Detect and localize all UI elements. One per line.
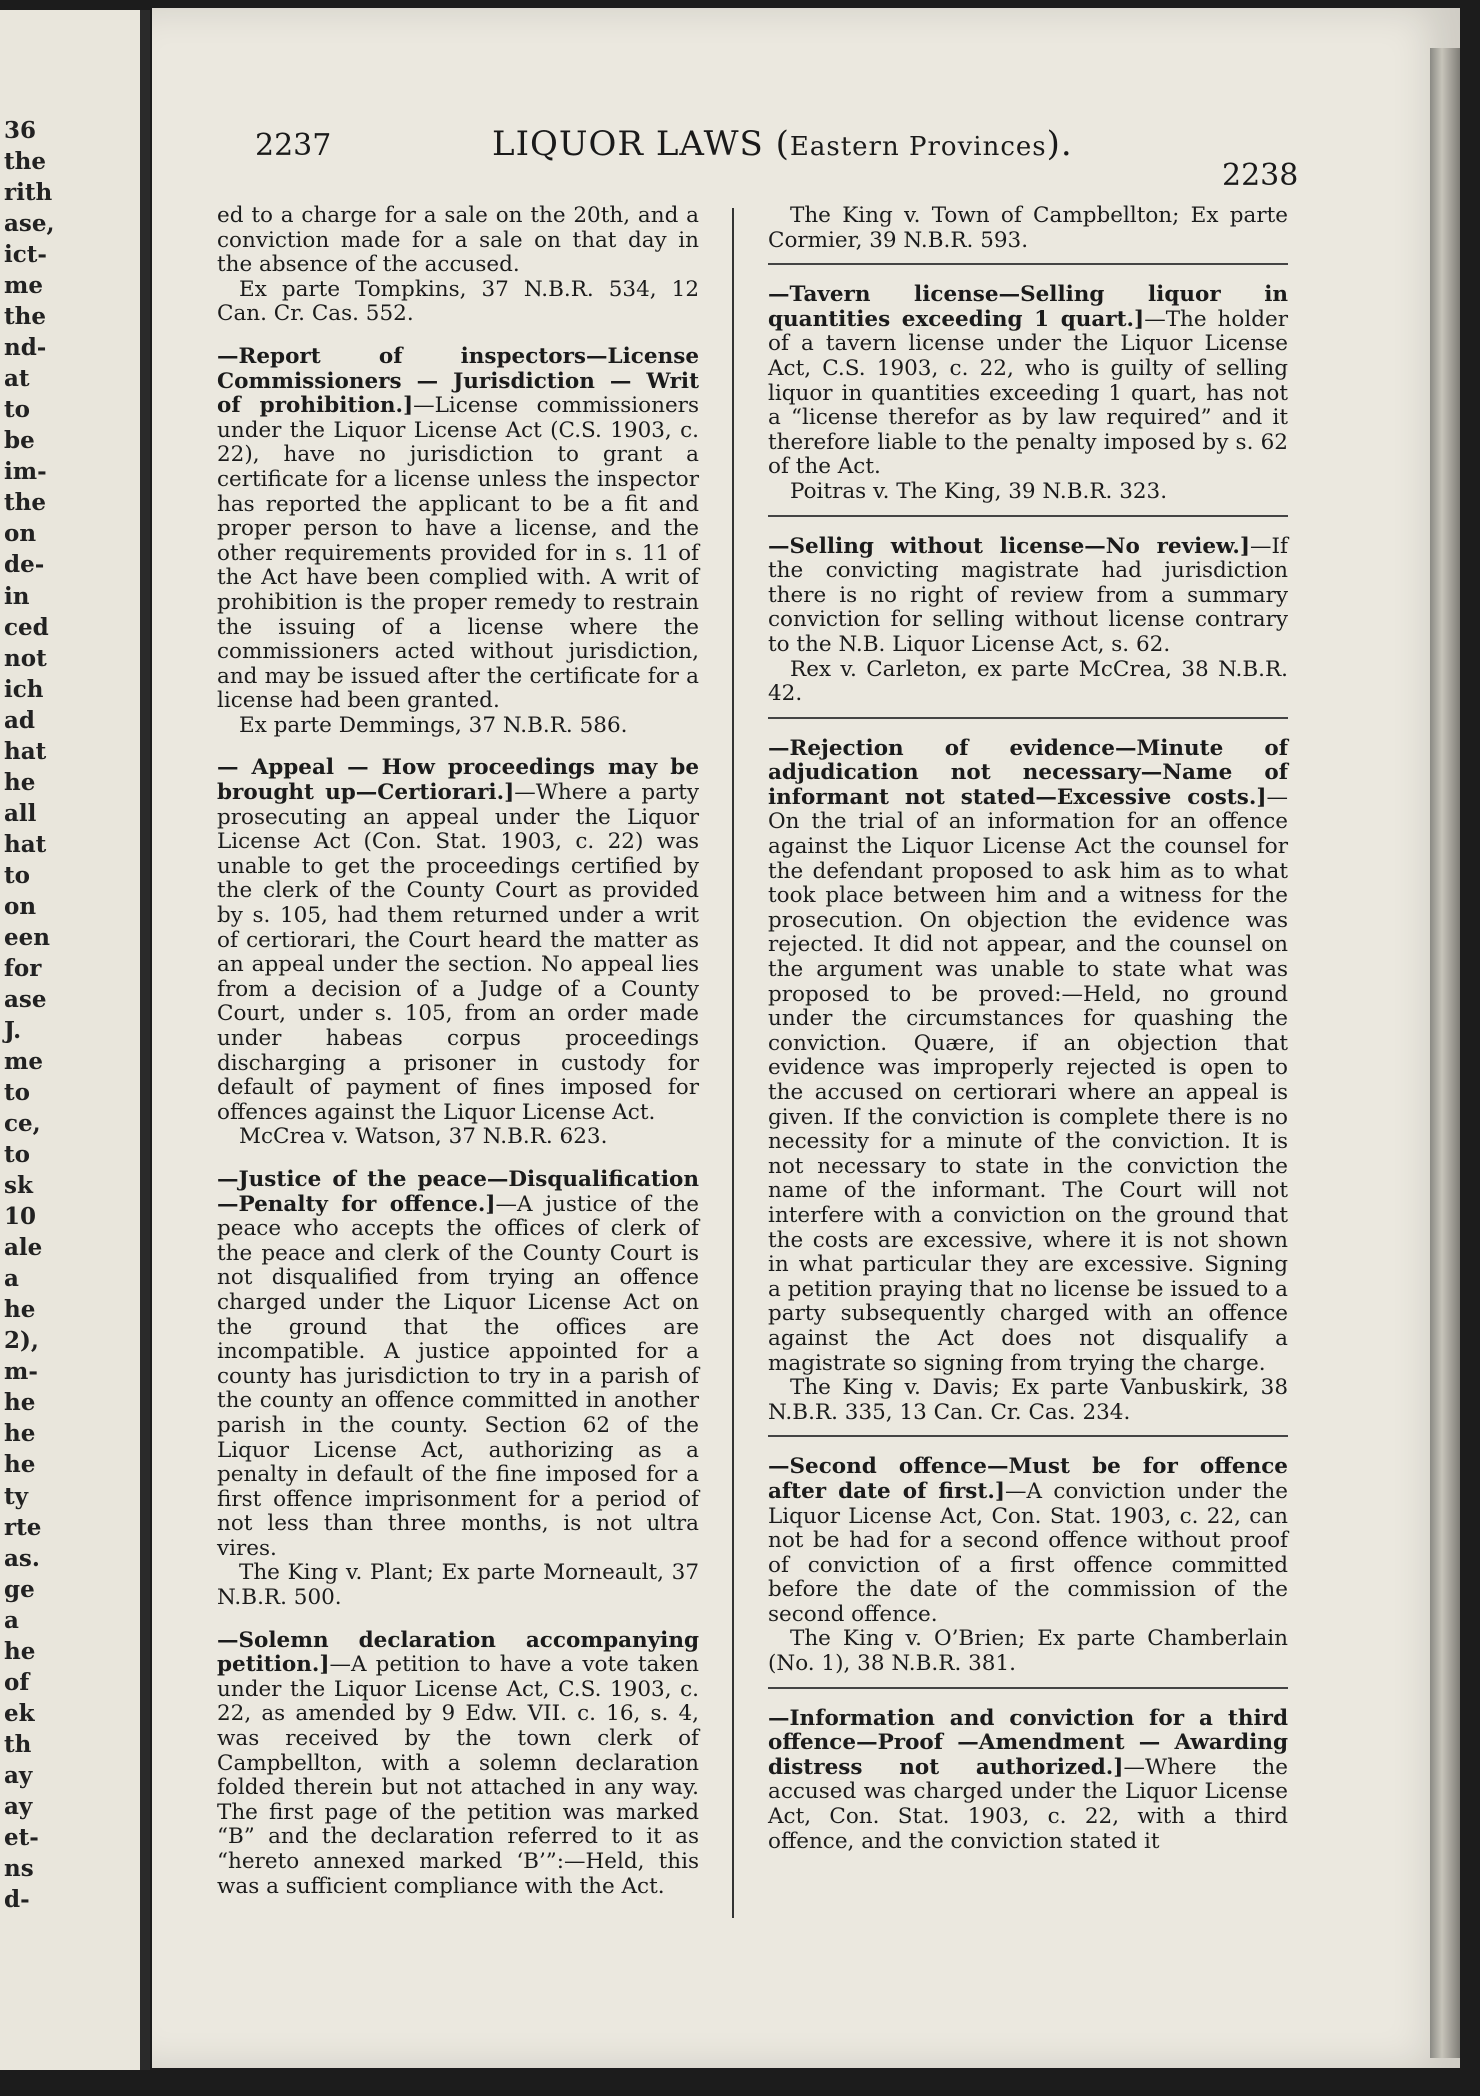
facing-page-text-fragment: at bbox=[4, 365, 30, 393]
facing-page-text-fragment: hat bbox=[4, 737, 47, 765]
facing-page-text-fragment: ase, bbox=[4, 210, 55, 238]
facing-page-text-fragment: rith bbox=[4, 179, 53, 207]
facing-page-text-fragment: d- bbox=[4, 1885, 30, 1913]
facing-page-text-fragment: rte bbox=[4, 1513, 42, 1541]
book-page bbox=[152, 8, 1460, 2068]
facing-page-text-fragment: ale bbox=[4, 1234, 43, 1262]
facing-page-text-fragment: ict- bbox=[4, 241, 47, 269]
facing-page-text-fragment: he bbox=[4, 1296, 36, 1324]
entry bbox=[768, 737, 1288, 1438]
entry-body: —Where the accused was charged under the Liquor License Act, Con. Stat. 1903, c. 22, with a third offence, and the conviction stated it bbox=[768, 1754, 1288, 1854]
facing-page-text-fragment: th bbox=[4, 1730, 32, 1758]
entry-heading: —Rejection of evidence—Minute of adjudication not necessary—Name of informant not stated—Excessive costs.] bbox=[768, 735, 1288, 810]
entry bbox=[768, 1707, 1288, 1855]
entry-separator bbox=[768, 1435, 1288, 1437]
facing-page-text-fragment: to bbox=[4, 1079, 30, 1107]
facing-page-text-fragment: ty bbox=[4, 1482, 28, 1510]
facing-page-text-fragment: 2), bbox=[4, 1327, 39, 1355]
facing-page-text-fragment: hat bbox=[4, 830, 47, 858]
entry-citation: The King v. Town of Campbellton; Ex parte Cormier, 39 N.B.R. 593. bbox=[768, 203, 1288, 253]
entry bbox=[768, 204, 1288, 265]
facing-page-text-fragment: the bbox=[4, 303, 46, 331]
facing-page-text-fragment: on bbox=[4, 520, 37, 548]
entry-heading: —Tavern license—Selling liquor in quantities exceeding 1 quart.] bbox=[768, 282, 1288, 332]
facing-page-text-fragment: m- bbox=[4, 1358, 38, 1386]
facing-page-text-fragment: as. bbox=[4, 1544, 40, 1572]
facing-page-text-fragment: on bbox=[4, 892, 37, 920]
left-column bbox=[217, 204, 699, 1917]
entry-body: —If the convicting magistrate had jurisdiction there is no right of review from a summary conviction for selling without license contrary to the N.B. Liquor License Act, s. 62. bbox=[768, 533, 1288, 657]
facing-page-text-fragment: et- bbox=[4, 1823, 39, 1851]
entry-citation: Poitras v. The King, 39 N.B.R. 323. bbox=[790, 478, 1168, 504]
facing-page-text-fragment: the bbox=[4, 489, 46, 517]
entry-separator bbox=[768, 717, 1288, 719]
facing-page-text-fragment: of bbox=[4, 1668, 30, 1696]
facing-page-text-fragment: 36 bbox=[4, 117, 37, 144]
facing-page-text-fragment: be bbox=[4, 427, 35, 455]
facing-page-text-fragment: he bbox=[4, 768, 36, 796]
facing-page-text-fragment: J. bbox=[4, 1017, 22, 1044]
facing-page-text-fragment: to bbox=[4, 861, 30, 889]
facing-page-text-fragment: the bbox=[4, 148, 46, 176]
entry-heading: — Appeal — How proceedings may be brought up—Certiorari.] bbox=[217, 755, 699, 806]
entry-citation: The King v. O’Brien; Ex parte Chamberlain (No. 1), 38 N.B.R. 381. bbox=[768, 1626, 1288, 1677]
facing-page-text-fragment: he bbox=[4, 1637, 36, 1665]
facing-page-text-fragment: ay bbox=[4, 1761, 33, 1789]
entry-body: —A petition to have a vote taken under the Liquor License Act, C.S. 1903, c. 22, as amended by 9 Edw. VII. c. 16, s. 4, was received by the town clerk of Campbellton, with a solemn declaration folded therein but not attached in any way. The first page of the petition was marked “B” and the declaration referred to it as “hereto annexed marked ‘B’”:—Held, this was a sufficient compliance with the Act. bbox=[217, 1652, 699, 1899]
column-divider bbox=[732, 208, 734, 1918]
facing-page-text-fragment: to bbox=[4, 396, 30, 424]
facing-page-text-fragment: ced bbox=[4, 613, 49, 641]
entry-citation: The King v. Plant; Ex parte Morneault, 37 N.B.R. 500. bbox=[217, 1560, 699, 1611]
entry-body: —License commissioners under the Liquor License Act (C.S. 1903, c. 22), have no jurisdiction to grant a certificate for a license unless the inspector has reported the applicant to be a fit and proper person to have a license, and the other requirements provided for in s. 11 of the Act have been complied with. A writ of prohibition is the proper remedy to restrain the issuing of a license where the commissioners acted without jurisdiction, and may be issued after the certificate for a license had been granted. bbox=[217, 393, 699, 714]
facing-page-text-fragment: sk bbox=[4, 1172, 33, 1200]
entry-heading: —Solemn declaration accompanying petition.] bbox=[217, 1627, 699, 1678]
facing-page-text-fragment: ad bbox=[4, 706, 35, 734]
entry-body: —A conviction under the Liquor License Act, Con. Stat. 1903, c. 22, can not be had for a second offence without proof of conviction of a first offence committed before the date of the commission of the second offence. bbox=[768, 1478, 1289, 1627]
entry bbox=[217, 756, 699, 1150]
page-number-left: 2237 bbox=[255, 128, 332, 163]
entry bbox=[768, 283, 1288, 516]
facing-page-text-fragment: all bbox=[4, 799, 37, 827]
entry-body: —The holder of a tavern license under the Liquor License Act, C.S. 1903, c. 22, who is guilty of selling liquor in quantities exceeding 1 quart, has not a “license therefor as by law required” and it therefore liable to the penalty imposed by s. 62 of the Act. bbox=[768, 306, 1288, 480]
facing-page-text-fragment: ay bbox=[4, 1792, 33, 1820]
facing-page-text-fragment: ce, bbox=[4, 1110, 41, 1138]
facing-page-text-fragment: me bbox=[4, 1048, 43, 1076]
right-column bbox=[768, 204, 1288, 1872]
entry-heading: —Justice of the peace—Disqualification—Penalty for offence.] bbox=[217, 1166, 699, 1217]
entry-body: —Where a party prosecuting an appeal under the Liquor License Act (Con. Stat. 1903, c. 22) was unable to get the proceedings certified by the clerk of the County Court as provided by s. 105, had them returned under a writ of certiorari, the Court heard the matter as an appeal under the section. No appeal lies from a decision of a Judge of a County Court, under s. 105, from an order made under habeas corpus proceedings discharging a prisoner in custody for default of payment of fines imposed for offences against the Liquor License Act. bbox=[217, 780, 699, 1125]
entry-citation: McCrea v. Watson, 37 N.B.R. 623. bbox=[239, 1124, 608, 1150]
facing-page-text-fragment: for bbox=[4, 954, 42, 982]
facing-page-text-fragment: he bbox=[4, 1389, 36, 1417]
entry-citation: Ex parte Tompkins, 37 N.B.R. 534, 12 Can. Cr. Cas. 552. bbox=[217, 276, 699, 327]
facing-page-text-fragment: me bbox=[4, 272, 43, 300]
entry bbox=[768, 1455, 1288, 1688]
entry-body: —On the trial of an information for an offence against the Liquor License Act the counsel for the defendant proposed to ask him as to what took place between him and a witness for the prosecution. On objection the evidence was rejected. It did not appear, and the counsel on the argument was unable to state what was proposed to be proved:—Held, no ground under the circumstances for quashing the conviction. Quære, if an objection that evidence was improperly rejected is open to the accused on certiorari where an appeal is given. If the conviction is complete there is no necessity for a minute of the conviction. It is not necessary to state in the conviction the name of the informant. The Court will not interfere with a conviction on the ground that the costs are excessive, where it is not shown in what particular they are excessive. Signing a petition praying that no license be issued to a party subsequently charged with an offence against the Act does not disqualify a magistrate so signing from trying the charge. bbox=[768, 784, 1288, 1376]
entry-body: —A justice of the peace who accepts the offices of clerk of the peace and clerk of the County Court is not disqualified from trying an offence charged under the Liquor License Act on the ground that the offices are incompatible. A justice appointed for a county has jurisdiction to try in a parish of the county an offence committed in another parish in the county. Section 62 of the Liquor License Act, authorizing as a penalty in default of the fine imposed for a first offence imprisonment for a period of not less than three months, is not ultra vires. bbox=[217, 1191, 699, 1561]
entry bbox=[217, 1629, 699, 1900]
entry-separator bbox=[768, 515, 1288, 517]
facing-page-text-fragment: ns bbox=[4, 1854, 34, 1882]
page-number-right: 2238 bbox=[1222, 158, 1299, 193]
entry bbox=[217, 1168, 699, 1611]
facing-page-text-fragment: im- bbox=[4, 458, 47, 486]
page-edge bbox=[1430, 48, 1460, 2058]
facing-page-text-fragment: not bbox=[4, 644, 47, 672]
entry-citation: Rex v. Carleton, ex parte McCrea, 38 N.B.R. 42. bbox=[768, 656, 1288, 707]
running-head bbox=[152, 124, 1460, 193]
facing-page-fragment bbox=[0, 10, 150, 2070]
entry-citation: The King v. Davis; Ex parte Vanbuskirk, 38 N.B.R. 335, 13 Can. Cr. Cas. 234. bbox=[768, 1375, 1288, 1425]
facing-page-text-fragment: een bbox=[4, 923, 50, 951]
facing-page-text-fragment: a bbox=[4, 1606, 19, 1634]
facing-page-text-fragment: de- bbox=[4, 551, 45, 579]
facing-page-text-fragment: ase bbox=[4, 985, 47, 1013]
facing-page-text-fragment: 10 bbox=[4, 1203, 37, 1231]
entry-heading: —Selling without license—No review.] bbox=[768, 533, 1251, 559]
entry-separator bbox=[768, 263, 1288, 265]
facing-page-text-fragment: a bbox=[4, 1265, 19, 1293]
entry bbox=[768, 535, 1288, 719]
facing-page-text-fragment: to bbox=[4, 1141, 30, 1169]
entry-body: ed to a charge for a sale on the 20th, and a conviction made for a sale on that day in the absence of the accused. bbox=[217, 203, 699, 278]
facing-page-text-fragment: ich bbox=[4, 675, 44, 703]
facing-page-text-fragment: he bbox=[4, 1420, 36, 1448]
entry bbox=[217, 204, 699, 327]
entry-heading: —Report of inspectors—License Commissioners — Jurisdiction — Writ of prohibition.] bbox=[217, 343, 699, 419]
facing-page-text-fragment: nd- bbox=[4, 334, 47, 362]
entry-heading: —Information and conviction for a third offence—Proof —Amendment — Awarding distress not authorized.] bbox=[768, 1705, 1288, 1780]
facing-page-text-fragment: ek bbox=[4, 1699, 35, 1727]
entry-heading: —Second offence—Must be for offence after date of first.] bbox=[768, 1454, 1288, 1504]
entry-separator bbox=[768, 1687, 1288, 1689]
entry bbox=[217, 345, 699, 739]
running-title: LIQUOR LAWS (Eastern Provinces). bbox=[492, 124, 1073, 164]
facing-page-text-fragment: in bbox=[4, 582, 30, 610]
facing-page-text-fragment: ge bbox=[4, 1575, 35, 1603]
entry-citation: Ex parte Demmings, 37 N.B.R. 586. bbox=[239, 712, 628, 738]
facing-page-text-fragment: he bbox=[4, 1451, 36, 1479]
